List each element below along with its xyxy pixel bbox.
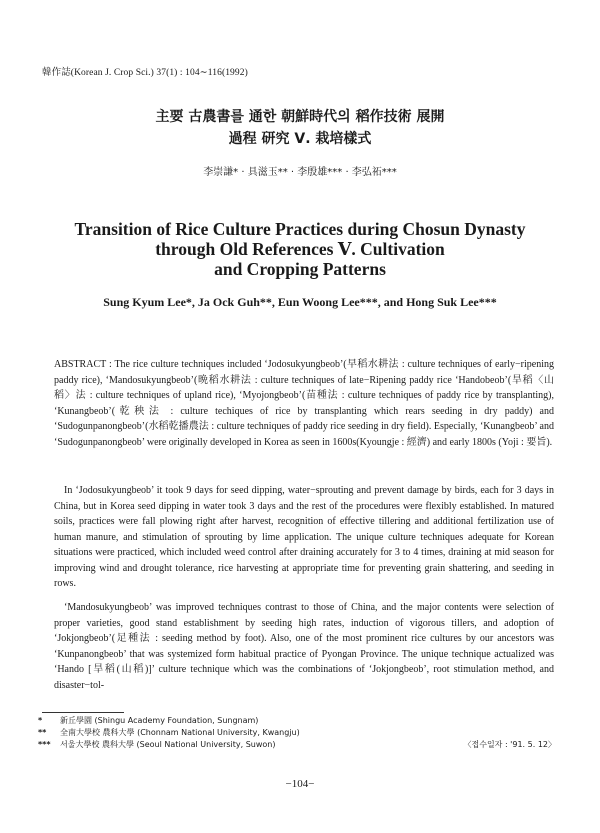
abstract-text-2: In ‘Jodosukyungbeob’ it took 9 days for seed dipping, water−sprouting and prevent damage by birds, each for 3 days in China, but in Korea seed dipping in water took 3 days and the rest of the procedures were flexibly established. In matured soils, practices were fall plowing right after harvest, recognition of effective tillering and additional fertilization use of human manure, and stimulation of sprouting by lime application. The unique culture techniques adequate for Korean situations were practiced, which included weed control after draining accurately for 3 to 4 times, draining at mid season for improving wind and drought tolerance, rice harvesting at appropriate time for preventing grain shattering, and seeding in rows. [54,485,554,589]
footnote-divider [42,712,124,713]
english-title-line3: and Cropping Patterns [214,259,386,279]
abstract-text-1: The rice culture techniques included ‘Jodosukyungbeob’(早稻水耕法 : culture techniques of early−ripening paddy rice), ‘Mandosukyungbeob’(晩稻水耕法 : culture techniques of late−Ripening paddy rice ‘Handobeob’(旱稻〈山稻〉法 : culture techniques of upland rice), ‘Myojongbeob’(苗種法 : culture techniques of paddy rice by transplanting), ‘Kunangbeob’(乾秧法 : culture techiques of rice by transplanting which rears seeding in dry paddy) and ‘Sudogunpanongbeob’(水稻乾播農法 : culture techniques of paddy rice seeding in dry field). Especially, ‘Kunangbeob’ and ‘Sudogunpanongbeob’ were originally developed in Korea as seen in 1600s(Kyoungje : 經濟) and early 1800s (Yoji : 要旨). [54,359,554,448]
korean-title-line2: 過程 研究 Ⅴ. 栽培樣式 [228,131,372,147]
page-number: −104− [285,778,315,790]
korean-title-line1: 主要 古農書를 通한 朝鮮時代의 稻作技術 展開 [155,109,445,125]
english-authors: Sung Kyum Lee*, Ja Ock Guh**, Eun Woong Lee***, and Hong Suk Lee*** [103,295,497,309]
footnote-2 [38,727,300,738]
footnote-text: 全南大學校 農科大學 (Chonnam National University, Kwangju) [60,728,300,737]
abstract-label: ABSTRACT : [54,359,112,370]
footnote-marker: ** [38,728,47,737]
footnote-marker: *** [38,740,51,749]
korean-authors: 李崇謙* · 具滋玉** · 李殷雄*** · 李弘祏*** [203,167,397,178]
abstract-paragraph-1 [54,357,554,450]
footnote-1 [38,715,258,726]
received-date: 〈접수일자 : '91. 5. 12〉 [463,740,556,749]
abstract-paragraph-3 [54,600,554,693]
english-title-line1: Transition of Rice Culture Practices during Chosun Dynasty [74,219,526,239]
footnote-3 [38,739,276,750]
abstract-text-3: ‘Mandosukyungbeob’ was improved techniques contrast to those of China, and the major contents were selection of proper varieties, good stand establishment by seeding high rates, induction of vigorous tillers, and adoption of ‘Jokjongbeob’(足種法 : seeding method by foot). Also, one of the most prominent rice cultures by our ancestors was ‘Kunpanongbeob’ that was systemized form habitual practice of Pyongan Province. The unique technique actualized was ‘Hando [旱稻(山稻)]’ culture technique which was the combinations of ‘Jokjongbeob’, root stimulation method, and disaster−tol- [54,602,554,691]
abstract-paragraph-2 [54,483,554,592]
journal-citation: 韓作誌(Korean J. Crop Sci.) 37(1) : 104∼116(1992) [42,68,248,78]
footnote-text: 新丘學園 (Shingu Academy Foundation, Sungnam) [60,716,259,725]
footnote-marker: * [38,716,43,725]
english-title-line2: through Old References Ⅴ. Cultivation [155,239,445,259]
footnote-text: 서울大學校 農科大學 (Seoul National University, Suwon) [60,740,276,749]
